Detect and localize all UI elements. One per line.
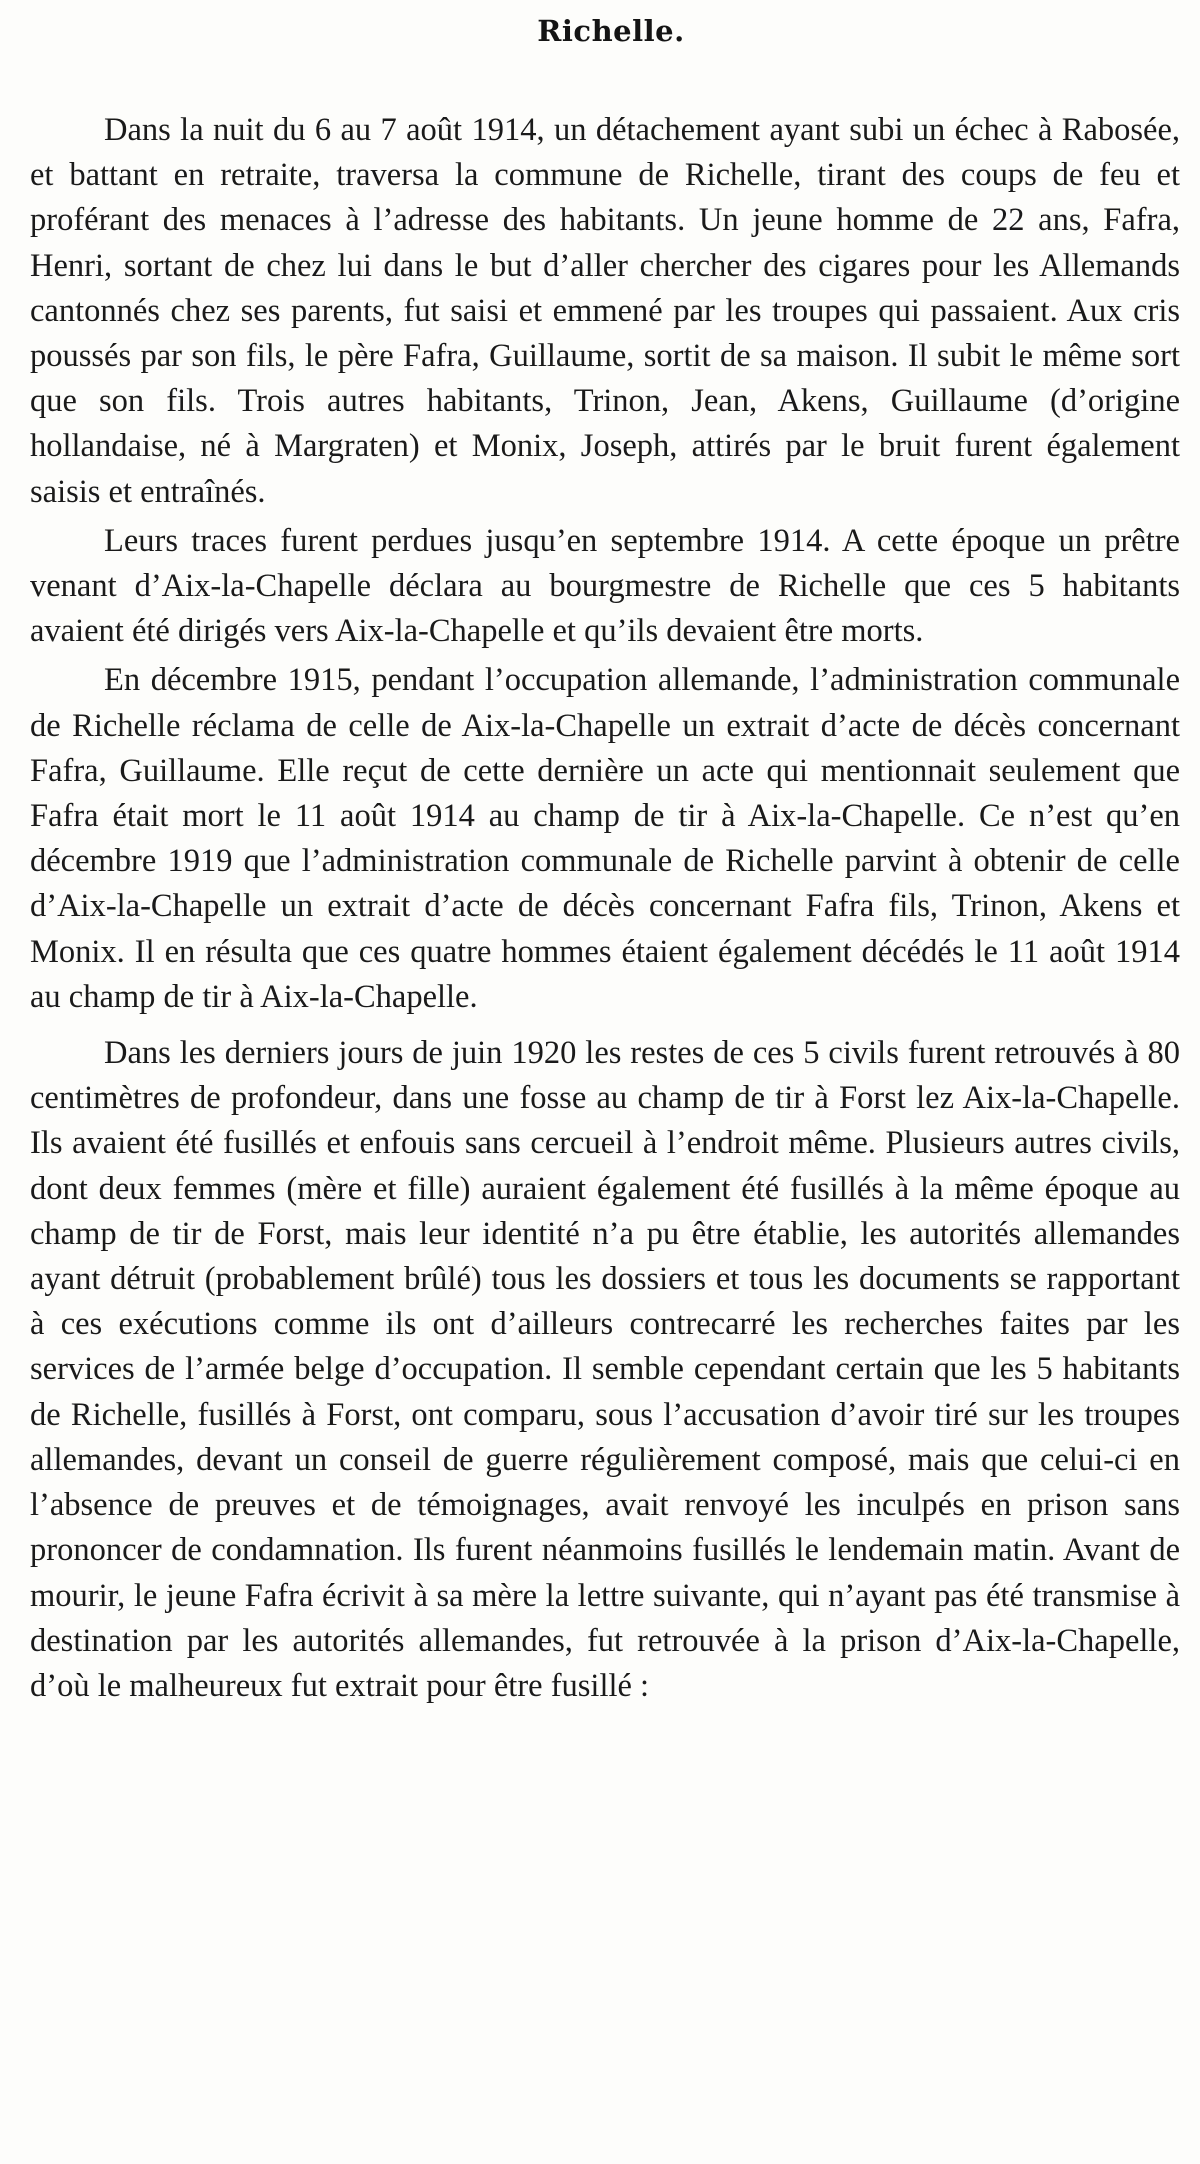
paragraph-2: Leurs traces furent perdues jusqu’en septembre 1914. A cette époque un prêtre venant d’Aix-la-Chapelle déclara au bourgmestre de Richelle que ces 5 habitants avaient été dirigés vers Aix-la-Chapelle et qu’ils devaient être morts. [30,522,1180,650]
paragraph-1: Dans la nuit du 6 au 7 août 1914, un détachement ayant subi un échec à Rabosée, et battant en retraite, traversa la commune de Richelle, tirant des coups de feu et proférant des menaces à l’adresse des habitants. Un jeune homme de 22 ans, Fafra, Henri, sortant de chez lui dans le but d’aller chercher des cigares pour les Allemands cantonnés chez ses parents, fut saisi et emmené par les troupes qui passaient. Aux cris poussés par son fils, le père Fafra, Guillaume, sortit de sa maison. Il subit le même sort que son fils. Trois autres habitants, Trinon, Jean, Akens, Guillaume (d’origine hollandaise, né à Margraten) et Monix, Joseph, attirés par le bruit furent également saisis et entraînés. [30,112,1180,510]
paragraph-4: Dans les derniers jours de juin 1920 les restes de ces 5 civils furent retrouvés à 80 centimètres de profondeur, dans une fosse au champ de tir à Forst lez Aix-la-Chapelle. Ils avaient été fusillés et enfouis sans cercueil à l’endroit même. Plusieurs autres civils, dont deux femmes (mère et fille) auraient également été fusillés à la même époque au champ de tir de Forst, mais leur identité n’a pu être établie, les autorités allemandes ayant détruit (probablement brûlé) tous les dossiers et tous les documents se rapportant à ces exécutions comme ils ont d’ailleurs contrecarré les recherches faites par les services de l’armée belge d’occupation. Il semble cependant certain que les 5 habitants de Richelle, fusillés à Forst, ont comparu, sous l’accusation d’avoir tiré sur les troupes allemandes, devant un conseil de guerre régulièrement composé, mais que celui-ci en l’absence de preuves et de témoignages, avait renvoyé les inculpés en prison sans prononcer de condamnation. Ils furent néanmoins fusillés le lendemain matin. Avant de mourir, le jeune Fafra écrivit à sa mère la lettre suivante, qui n’ayant pas été transmise à destination par les autorités allemandes, fut retrouvée à la prison d’Aix-la-Chapelle, d’où le malheureux fut extrait pour être fusillé : [30,1035,1180,1704]
body-text [30,108,1180,1709]
page-title: Richelle. [537,14,685,48]
paragraph-3: En décembre 1915, pendant l’occupation allemande, l’administration communale de Richelle réclama de celle de Aix-la-Chapelle un extrait d’acte de décès concernant Fafra, Guillaume. Elle reçut de cette dernière un acte qui mentionnait seulement que Fafra était mort le 11 août 1914 au champ de tir à Aix-la-Chapelle. Ce n’est qu’en décembre 1919 que l’administration communale de Richelle parvint à obtenir de celle d’Aix-la-Chapelle un extrait d’acte de décès concernant Fafra fils, Trinon, Akens et Monix. Il en résulta que ces quatre hommes étaient également décédés le 11 août 1914 au champ de tir à Aix-la-Chapelle. [30,662,1180,1015]
